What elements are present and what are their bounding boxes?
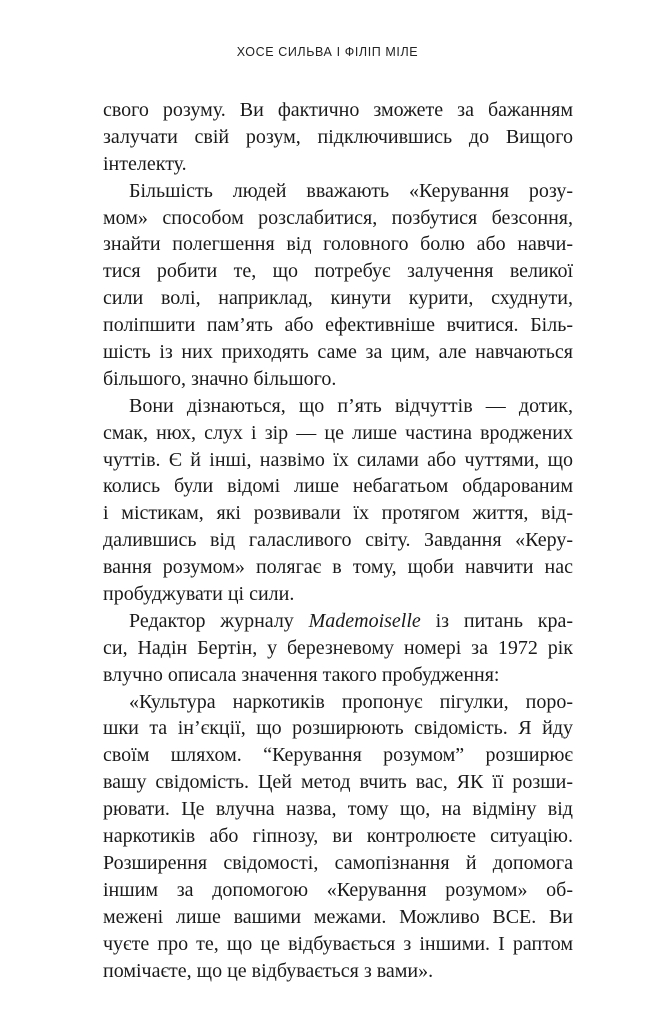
text-segment: із питань кра- <box>420 609 573 632</box>
text-line: далившись від галасливого світу. Завдання «Керу- <box>103 529 573 552</box>
text-line: чуєте про те, що це відбувається з іншими. І раптом <box>103 932 573 955</box>
text-line <box>103 608 573 635</box>
text-line: рювати. Це влучна назва, тому що, на відміну від <box>103 798 573 821</box>
text-segment: Редактор журналу <box>129 609 309 632</box>
body-text <box>103 97 573 984</box>
text-line: си, Надін Бертін, у березневому номері за 1972 рік <box>103 636 573 659</box>
paragraph-3 <box>103 393 573 608</box>
text-line: наркотиків або гіпнозу, ви контролюєте ситуацію. <box>103 825 573 848</box>
text-line: чуттів. Є й інші, назвімо їх силами або чуттями, що <box>103 448 573 471</box>
paragraph-4 <box>103 608 573 689</box>
text-line: знайти полегшення від головного болю або навчи- <box>103 233 573 256</box>
text-line: помічаєте, що це відбувається з вами». <box>103 959 434 982</box>
text-line: тися робити те, що потребує залучення великої <box>103 260 573 283</box>
text-line: поліпшити пам’ять або ефективніше вчитися. Біль- <box>103 314 573 337</box>
text-line: сили волі, наприклад, кинути курити, схуднути, <box>103 287 573 310</box>
text-line: і містикам, які розвивали їх протягом життя, від- <box>103 502 573 525</box>
text-line: влучно описала значення такого пробудження: <box>103 663 500 686</box>
text-line: Розширення свідомості, самопізнання й допомога <box>103 851 573 874</box>
running-head: ХОСЕ СИЛЬВА І ФІЛІП МІЛЕ <box>236 45 419 59</box>
paragraph-1 <box>103 97 573 178</box>
text-line: залучати свій розум, підключившись до Вищого <box>103 125 573 148</box>
text-line: вашу свідомість. Цей метод вчить вас, ЯК її розши- <box>103 771 573 794</box>
text-line: іншим за допомогою «Керування розумом» об- <box>103 878 573 901</box>
paragraph-2 <box>103 178 573 393</box>
paragraph-5-quote <box>103 689 573 985</box>
text-line: шки та ін’єкції, що розширюють свідомість. Я йду <box>103 717 573 740</box>
magazine-title: Mademoiselle <box>308 609 421 632</box>
text-line: колись були відомі лише небагатьом обдарованим <box>103 475 573 498</box>
text-line: пробуджувати ці сили. <box>103 583 295 606</box>
text-line: межені лише вашими межами. Можливо ВСЕ. Ви <box>103 905 573 928</box>
text-line: своїм шляхом. “Керування розумом” розширює <box>103 744 573 767</box>
text-line: більшого, значно більшого. <box>103 367 337 390</box>
text-line: Вони дізнаються, що п’ять відчуттів — дотик, <box>129 394 573 417</box>
text-line: Більшість людей вважають «Керування розу- <box>129 179 573 202</box>
text-line: мом» способом розслабитися, позбутися безсоння, <box>103 206 573 229</box>
text-line: шість із них приходять саме за цим, але навчаються <box>103 341 573 364</box>
text-line: інтелекту. <box>103 152 187 175</box>
text-line: свого розуму. Ви фактично зможете за бажанням <box>103 99 573 121</box>
text-line: вання розумом» полягає в тому, щоби навчити нас <box>103 556 573 579</box>
text-line: смак, нюх, слух і зір — це лише частина вроджених <box>103 421 573 444</box>
text-line: «Культура наркотиків пропонує пігулки, поро- <box>129 690 573 713</box>
